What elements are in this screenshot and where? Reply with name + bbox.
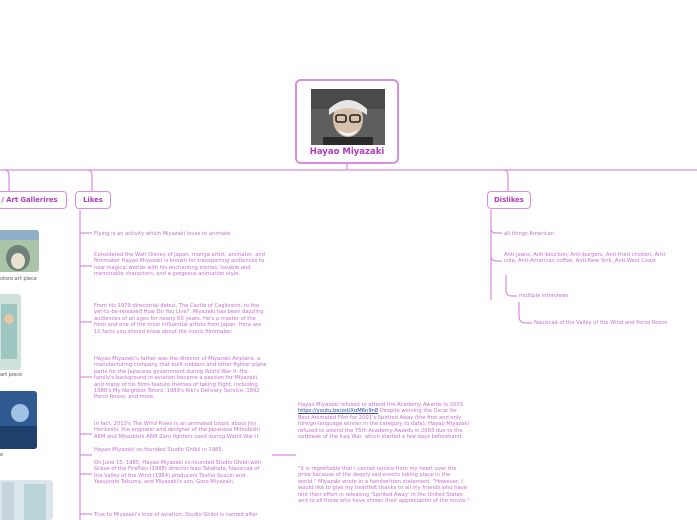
- dislikes-item: Anti-jeans, Anti-bourbon, Anti-burgers, Anti-fried chicken, Anti-cola, Anti-American coffee, Anti-New York, Anti-West Coast: [504, 252, 667, 265]
- gallery-caption: otoro art piece: [0, 276, 37, 282]
- branch-label: Dislikes: [494, 196, 524, 204]
- art-piece-icon: [0, 391, 37, 449]
- totoro-art-icon: [0, 230, 39, 272]
- likes-item: True to Miyazaki's love of aviation, Studio Ghibli is named after: [94, 512, 258, 518]
- dislikes-item: multiple interviews: [519, 293, 569, 299]
- gallery-image-4[interactable]: [0, 480, 53, 520]
- quote-note: "It is regrettable that I cannot rejoice from my heart over the prize because of the deeply sad events taking place in the world," Miyazaki wrote in a handwritten statement. "However, I would like to give my heartfelt thanks to all my friends who have lent their effort in releasing 'Spirited Away' in the United States and to all those who have shown their appreciation of the movie.": [298, 466, 470, 505]
- branch-label: / Art Gallerires: [1, 196, 58, 204]
- branch-label: Likes: [83, 196, 103, 204]
- gallery-image-3[interactable]: [0, 391, 37, 449]
- likes-item: Considered the Walt Disney of Japan, manga artist, animator, and filmmaker Hayao Miyazaki is known for transporting audiences to new magical worlds with his enchanting stories, lovable and memorable characters, and a gorgeous animation style.: [94, 252, 265, 278]
- art-piece-icon: [0, 480, 53, 520]
- youtube-link[interactable]: https://youtu.be/zsUXoM6n9n8: [298, 408, 379, 415]
- gallery-image-totoro[interactable]: [0, 230, 39, 272]
- branch-art-galleries[interactable]: [0, 191, 67, 209]
- branch-dislikes[interactable]: [487, 191, 531, 209]
- likes-item: Hayao Miyazaki's father was the director of Miyazaki Airplane, a manufacturing company that built rudders and other fighter plane parts for the Japanese government during World War II. His family's background in aviation became a passion for Miyazaki, and many of his films feature themes of taking flight, including 1988's My Neighbor Totoro, 1989's Kiki's Delivery Service, 1992 Porco Rosso, and more.: [94, 356, 267, 401]
- dislikes-item: all things American: [504, 231, 555, 237]
- likes-item: From his 1979 directorial debut, The Castle of Cagliostro, to the yet-to-be-released How Do You Live?, Miyazaki has been dazzling audiences of all ages for nearly 60 years. He's a master of the form and one of the most influential artists from Japan. Here are 11 facts you should know about the iconic filmmaker.: [94, 303, 264, 335]
- branch-likes[interactable]: [75, 191, 111, 209]
- likes-item: Hayao Miyazaki co-founded Studio Ghibli in 1985.: [94, 447, 224, 453]
- gallery-caption: art piece: [0, 372, 23, 378]
- likes-item: On June 15, 1985, Hayao Miyazaki co-founded Studio Ghibli with Grave of the Fireflies (1988) director Isao Takahata, Nausicaä of the Valley of the Wind (1984) producers Toshio Suzuki and Yasuyoshi Tokuma, and Miyazaki's son, Goro Miyazaki.: [94, 460, 262, 486]
- portrait-photo: [311, 89, 385, 145]
- root-title: Hayao Miyazaki: [309, 147, 385, 157]
- awards-text: Hayao Miyazaki refused to attend the Academy Awards in 2003.: [298, 402, 465, 408]
- awards-note: [298, 402, 470, 440]
- dislikes-item: Nausicaä of the Valley of the Wind and Porco Rosso: [534, 320, 668, 326]
- awards-text: Despite winning the Oscar for Best Animated Film for 2001's Spirited Away (the first and only foreign-language winner in the category to date), Hayao Miyazaki refused to attend the 75th Academy Awards in 2003 due to the outbreak of the Iraq War, which started a few days beforehand.: [298, 408, 469, 441]
- gallery-caption: e: [0, 452, 4, 458]
- likes-item: In fact, 2013's The Wind Rises is an animated biopic about Jiro Horikoshi, the engineer and designer of the Japanese Mitsubishi A5M and Mitsubishi A6M Zero fighters used during World War II.: [94, 421, 260, 440]
- portrait-icon: [311, 89, 385, 145]
- root-topic[interactable]: [295, 79, 399, 164]
- art-piece-icon: [0, 294, 21, 370]
- likes-item: Flying is an activity which Miyazaki loves to animate: [94, 231, 231, 237]
- gallery-image-2[interactable]: [0, 294, 21, 370]
